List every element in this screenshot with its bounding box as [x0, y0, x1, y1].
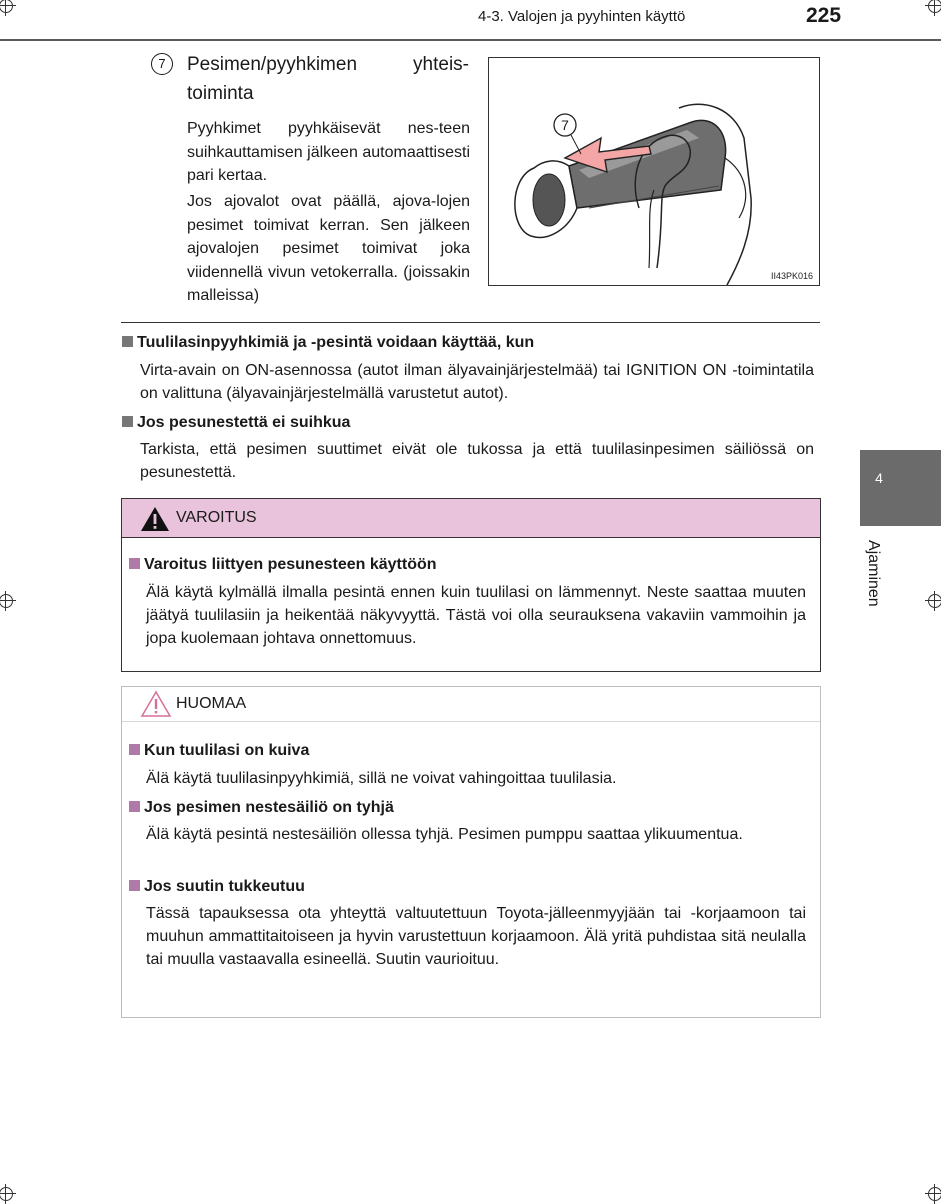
hand-palm: [649, 190, 654, 268]
registration-mark-bottom-left: [0, 1184, 16, 1204]
notice-header-rule: [122, 721, 820, 722]
notice-heading-1: Kun tuulilasi on kuiva: [144, 742, 310, 759]
registration-mark-bottom-right: [925, 1184, 941, 1204]
notice-heading-3: Jos suutin tukkeutuu: [144, 878, 305, 895]
note-heading-2: Jos pesunestettä ei suihkua: [137, 414, 351, 431]
chapter-label-container: [864, 540, 888, 630]
notice-heading-2: Jos pesimen nestesäiliö on tyhjä: [144, 799, 394, 816]
registration-mark-mid-right: [925, 591, 941, 611]
section-title: 4-3. Valojen ja pyyhinten käyttö: [478, 8, 686, 25]
notice-text-3: Tässä tapauksessa ota yhteyttä valtuutettuun Toyota-jälleenmyyjään tai -korjaamoon tai muuhun ammattitaitoiseen ja hyvin varustettuun korjaamoon. Älä yritä puhdistaa sitä neulalla tai muulla vastaavalla esineellä. Suutin vaurioituu.: [146, 905, 806, 968]
warning-label: VAROITUS: [176, 509, 257, 526]
gray-square-bullet-icon: [122, 416, 133, 427]
pink-square-bullet-icon: [129, 801, 140, 812]
notice-heading-1-row: [129, 741, 309, 761]
warning-box: [121, 498, 821, 672]
note-heading-2-row: [122, 413, 350, 433]
warning-header: [122, 499, 820, 538]
item-title: Pesimen/pyyhkimen yhteis-toiminta: [187, 54, 469, 104]
note-heading-1-row: [122, 333, 534, 353]
item-paragraph-1: Pyyhkimet pyyhkäisevät nes-teen suihkauttamisen jälkeen automaattisesti pari kertaa.: [187, 120, 470, 184]
note-text-1: Virta-avain on ON-asennossa (autot ilman älyavainjärjestelmää) tai IGNITION ON -toimintatila on valittuna (älyavainjärjestelmällä varustetut autot).: [140, 362, 814, 402]
notice-label: HUOMAA: [176, 695, 247, 712]
figure-callout-number: 7: [561, 117, 569, 133]
warning-heading: Varoitus liittyen pesunesteen käyttöön: [144, 556, 437, 573]
caution-triangle-icon: [140, 690, 172, 718]
registration-mark-top-right: [925, 0, 941, 16]
page-number: 225: [806, 4, 842, 27]
note-text-2: Tarkista, että pesimen suuttimet eivät ole tukossa ja että tuulilasinpesimen säiliössä on pesunestettä.: [140, 441, 814, 481]
notice-heading-3-row: [129, 877, 305, 897]
item-paragraph-2: Jos ajovalot ovat päällä, ajova-lojen pesimet toimivat kerran. Sen jälkeen ajovalojen pesimet toimivat joka viidennellä vivun vetokerralla. (joissakin malleissa): [187, 193, 470, 304]
gray-square-bullet-icon: [122, 336, 133, 347]
lever-drawing: [489, 58, 819, 285]
note-heading-1: Tuulilasinpyyhkimiä ja -pesintä voidaan käyttää, kun: [137, 334, 535, 351]
wiper-lever-illustration: [488, 57, 820, 286]
notice-text-2: Älä käytä pesintä nestesäiliön ollessa tyhjä. Pesimen pumppu saattaa ylikuumentua.: [146, 826, 743, 843]
header-rule: [0, 39, 941, 41]
figure-caption: II43PK016: [770, 271, 813, 281]
chapter-label: Ajaminen: [865, 540, 882, 607]
registration-mark-mid-left: [0, 591, 16, 611]
item-number-badge: 7: [151, 53, 173, 75]
chapter-tab: [860, 450, 941, 526]
pink-square-bullet-icon: [129, 880, 140, 891]
notice-text-1: Älä käytä tuulilasinpyyhkimiä, sillä ne voivat vahingoittaa tuulilasia.: [146, 770, 617, 787]
pink-square-bullet-icon: [129, 744, 140, 755]
warning-text: Älä käytä kylmällä ilmalla pesintä ennen kuin tuulilasi on lämmennyt. Neste saattaa muuten jäätyä tuulilasiin ja heikentää näkyvyyttä. Tästä voi olla seurauksena vakaviin vammoihin ja jopa kuolemaan johtava onnettomuus.: [146, 584, 806, 647]
registration-mark-top-left: [0, 0, 16, 16]
hand-fingers: [725, 158, 746, 218]
pink-square-bullet-icon: [129, 558, 140, 569]
warning-triangle-icon: [140, 506, 170, 532]
lever-end-cap: [533, 174, 565, 226]
section-divider: [121, 322, 820, 323]
chapter-number: 4: [875, 470, 883, 486]
notice-heading-2-row: [129, 798, 394, 818]
warning-heading-row: [129, 555, 437, 575]
notice-box: [121, 686, 821, 1018]
